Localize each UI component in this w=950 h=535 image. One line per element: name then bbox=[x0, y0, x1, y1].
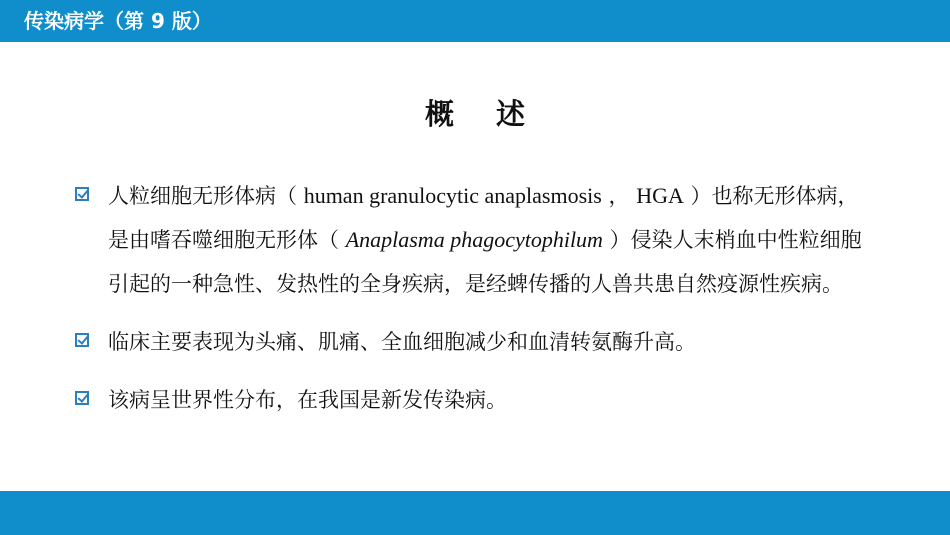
english-name: human granulocytic anaplasmosis bbox=[303, 183, 602, 208]
bullet-text-part: ）也称无形体病，是由嗜吞噬细胞无形体（ bbox=[108, 184, 859, 252]
footer-bar bbox=[0, 491, 950, 535]
checkbox-checked-icon bbox=[75, 333, 89, 347]
bullet-text-part: ）侵染人末梢血中性粒细胞引起的一种急性、发热性的全身疾病，是经蜱传播的人兽共患自然疫源性疾病。 bbox=[108, 228, 862, 296]
checkbox-checked-icon bbox=[75, 187, 89, 201]
bullet-text: 临床主要表现为头痛、肌痛、全血细胞减少和血清转氨酶升高。 bbox=[108, 330, 696, 354]
bullet-text: 该病呈世界性分布，在我国是新发传染病。 bbox=[108, 388, 507, 412]
header-bar bbox=[0, 0, 950, 42]
bullet-text-part: 人粒细胞无形体病（ bbox=[108, 184, 304, 208]
bullet-list bbox=[75, 174, 875, 422]
abbreviation: HGA bbox=[636, 183, 684, 208]
checkbox-checked-icon bbox=[75, 391, 89, 405]
pathogen-name: Anaplasma phagocytophilum bbox=[345, 227, 603, 252]
slide-title: 概 述 bbox=[424, 97, 542, 131]
course-title: 传染病学（第 9 版） bbox=[24, 9, 212, 33]
bullet-item-clinical bbox=[75, 320, 875, 364]
bullet-item-overview bbox=[75, 174, 875, 306]
bullet-item-distribution bbox=[75, 378, 875, 422]
bullet-text-part: ， bbox=[601, 184, 637, 208]
bullet-text bbox=[108, 184, 862, 296]
